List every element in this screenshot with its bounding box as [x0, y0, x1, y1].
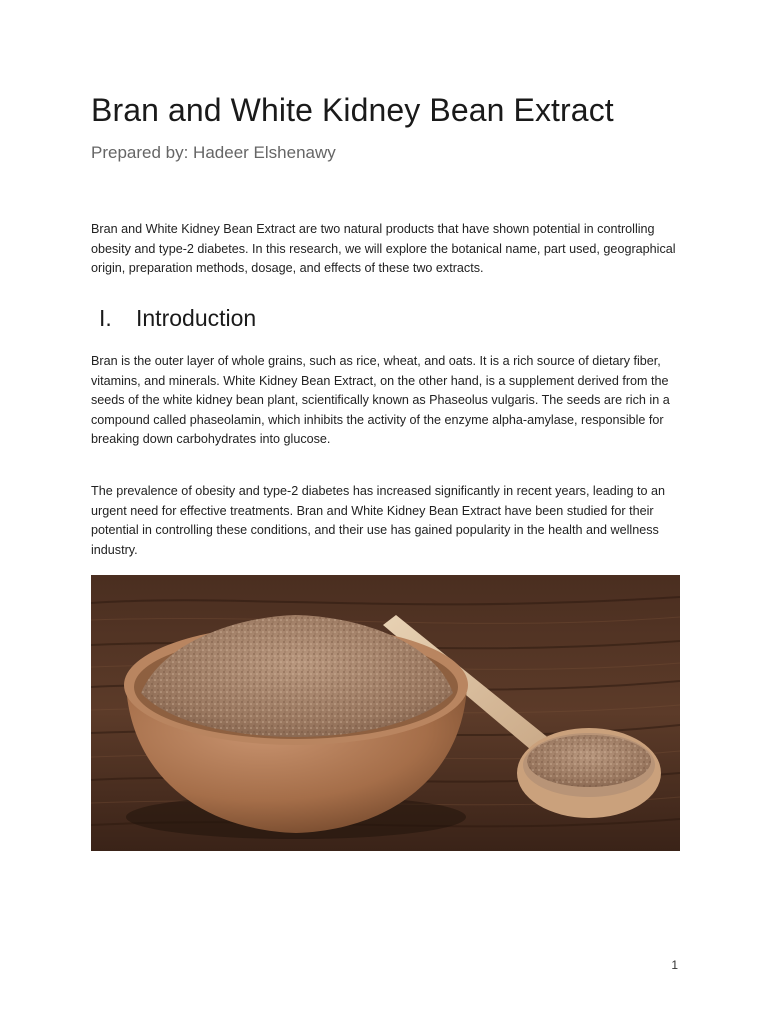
abstract-paragraph: Bran and White Kidney Bean Extract are two natural products that have shown potential in controlling obesity and type-2 diabetes. In this research, we will explore the botanical name, part used, geographical origin, preparation methods, dosage, and effects of these two extracts.	[91, 222, 676, 275]
document-title: Bran and White Kidney Bean Extract	[91, 92, 614, 128]
document-subtitle: Prepared by: Hadeer Elshenawy	[91, 143, 336, 162]
section-title: Introduction	[136, 305, 257, 331]
bran-bowl-photo	[91, 575, 680, 851]
section-number: I.	[99, 305, 112, 331]
intro-paragraph-1: Bran is the outer layer of whole grains, such as rice, wheat, and oats. It is a rich source of dietary fiber, vitamins, and minerals. White Kidney Bean Extract, on the other hand, is a supplement derived from the seeds of the white kidney bean plant, scientifically known as Phaseolus vulgaris. The seeds are rich in a compound called phaseolamin, which inhibits the activity of the enzyme alpha-amylase, responsible for breaking down carbohydrates into glucose.	[91, 354, 670, 446]
section-heading-introduction	[99, 305, 256, 332]
intro-paragraph-2: The prevalence of obesity and type-2 diabetes has increased significantly in recent years, leading to an urgent need for effective treatments. Bran and White Kidney Bean Extract have been studied for their potential in controlling these conditions, and their use has gained popularity in the health and wellness industry.	[91, 484, 666, 557]
page-number: 1	[671, 958, 678, 972]
